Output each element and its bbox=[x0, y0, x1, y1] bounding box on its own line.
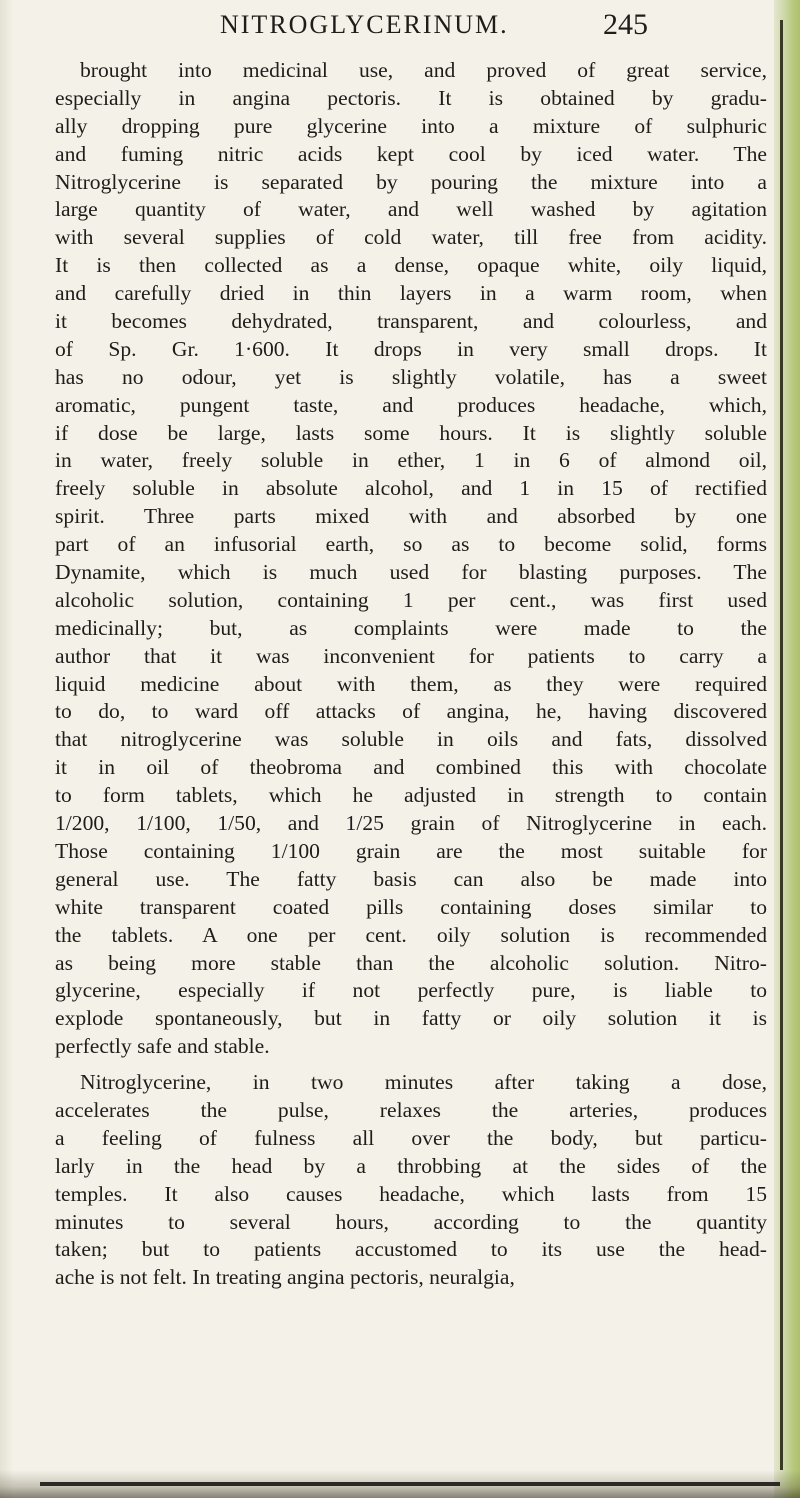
text-line: author that it was inconvenient for patients to carry a bbox=[55, 643, 767, 668]
text-line: with several supplies of cold water, till free from acidity. bbox=[55, 225, 767, 250]
text-line: and carefully dried in thin layers in a warm room, when bbox=[55, 281, 767, 306]
running-head bbox=[65, 8, 765, 44]
running-title: NITROGLYCERINUM. bbox=[220, 10, 509, 39]
text-line: 1/200, 1/100, 1/50, and 1/25 grain of Nitroglycerine in each. bbox=[55, 811, 767, 836]
text-line: to form tablets, which he adjusted in strength to contain bbox=[55, 783, 767, 808]
page-bottom-edge bbox=[40, 1482, 780, 1486]
text-line: white transparent coated pills containing doses similar to bbox=[55, 894, 767, 919]
text-line: freely soluble in absolute alcohol, and 1 in 15 of rectified bbox=[55, 476, 767, 501]
text-line: Dynamite, which is much used for blasting purposes. The bbox=[55, 560, 767, 585]
text-line: Nitroglycerine, in two minutes after taking a dose, bbox=[80, 1070, 767, 1095]
text-line: aromatic, pungent taste, and produces headache, which, bbox=[55, 392, 767, 417]
page-edge-binding bbox=[774, 0, 800, 1498]
text-line: general use. The fatty basis can also be made into bbox=[55, 866, 767, 891]
text-line: to do, to ward off attacks of angina, he, having discovered bbox=[55, 699, 767, 724]
text-line: Those containing 1/100 grain are the most suitable for bbox=[55, 838, 767, 863]
text-line: spirit. Three parts mixed with and absorbed by one bbox=[55, 504, 767, 529]
text-line: has no odour, yet is slightly volatile, has a sweet bbox=[55, 364, 767, 389]
text-line: accelerates the pulse, relaxes the arteries, produces bbox=[55, 1097, 767, 1122]
text-line: It is then collected as a dense, opaque white, oily liquid, bbox=[55, 253, 767, 278]
text-line: if dose be large, lasts some hours. It is slightly soluble bbox=[55, 420, 767, 445]
text-line: especially in angina pectoris. It is obtained by gradu- bbox=[55, 85, 767, 110]
text-line: in water, freely soluble in ether, 1 in 6 of almond oil, bbox=[55, 448, 767, 473]
paragraph-gap bbox=[55, 1061, 767, 1069]
text-line: Nitroglycerine is separated by pouring the mixture into a bbox=[55, 169, 767, 194]
text-line: medicinally; but, as complaints were made to the bbox=[55, 615, 767, 640]
text-line: part of an infusorial earth, so as to become solid, forms bbox=[55, 532, 767, 557]
text-line: minutes to several hours, according to the quantity bbox=[55, 1209, 767, 1234]
text-line: brought into medicinal use, and proved of great service, bbox=[80, 58, 767, 82]
left-margin-edge bbox=[0, 0, 14, 1498]
text-line: it becomes dehydrated, transparent, and colourless, and bbox=[55, 309, 767, 334]
text-line: liquid medicine about with them, as they were required bbox=[55, 671, 767, 696]
text-line: large quantity of water, and well washed by agitation bbox=[55, 197, 767, 222]
text-line: ache is not felt. In treating angina pectoris, neuralgia, bbox=[55, 1265, 515, 1290]
text-line: and fuming nitric acids kept cool by iced water. The bbox=[55, 141, 767, 166]
paragraph-1 bbox=[55, 57, 767, 1061]
page-number: 245 bbox=[603, 8, 648, 41]
paragraph-2 bbox=[55, 1069, 767, 1292]
text-line: taken; but to patients accustomed to its use the head- bbox=[55, 1237, 767, 1262]
text-line: temples. It also causes headache, which lasts from 15 bbox=[55, 1181, 767, 1206]
text-line: it in oil of theobroma and combined this with chocolate bbox=[55, 755, 767, 780]
body-text bbox=[55, 57, 767, 1292]
text-line: larly in the head by a throbbing at the sides of the bbox=[55, 1153, 767, 1178]
text-line: glycerine, especially if not perfectly pure, is liable to bbox=[55, 978, 767, 1003]
text-line: alcoholic solution, containing 1 per cent., was first used bbox=[55, 587, 767, 612]
text-line: explode spontaneously, but in fatty or oily solution it is bbox=[55, 1006, 767, 1031]
text-line: a feeling of fulness all over the body, but particu- bbox=[55, 1125, 767, 1150]
text-line: of Sp. Gr. 1·600. It drops in very small drops. It bbox=[55, 336, 767, 361]
text-line: ally dropping pure glycerine into a mixture of sulphuric bbox=[55, 113, 767, 138]
text-line: as being more stable than the alcoholic solution. Nitro- bbox=[55, 950, 767, 975]
text-line: perfectly safe and stable. bbox=[55, 1034, 270, 1059]
text-line: that nitroglycerine was soluble in oils and fats, dissolved bbox=[55, 727, 767, 752]
text-line: the tablets. A one per cent. oily solution is recommended bbox=[55, 922, 767, 947]
